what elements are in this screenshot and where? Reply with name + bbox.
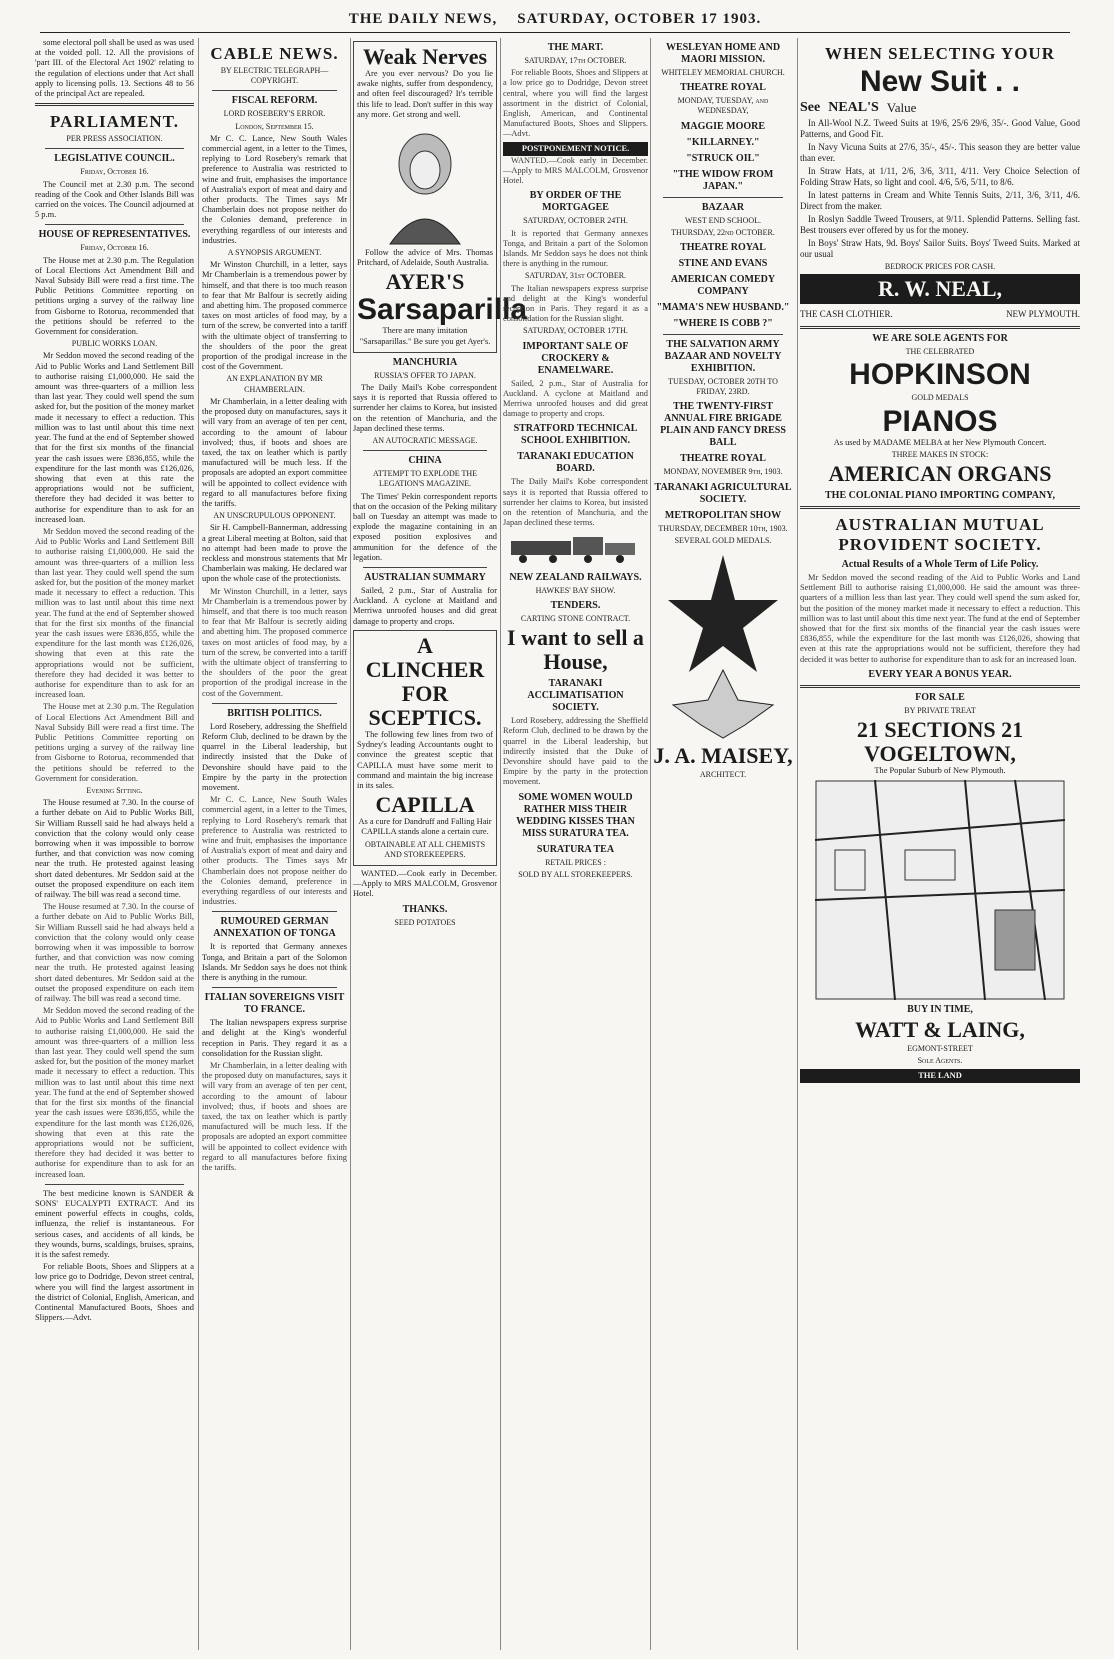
egmont-street: EGMONT-STREET bbox=[907, 1044, 973, 1054]
sarsaparilla-note: There are many imitation "Sarsaparillas." Be sure you get Ayer's. bbox=[359, 326, 491, 346]
masthead-title: THE DAILY NEWS, bbox=[348, 10, 498, 27]
hopkinson-heading: HOPKINSON bbox=[849, 358, 1031, 392]
ball-date: MONDAY, NOVEMBER 9th, 1903. bbox=[663, 467, 783, 477]
mart-date: SATURDAY, 17th OCTOBER. bbox=[524, 56, 627, 65]
mortgagee-text: It is reported that Germany annexes Tonga, and Britain a part of the Solomon Islands. Mr Seddon says he does not think there is anything in the rumour. bbox=[503, 228, 648, 269]
popular-note: The Popular Suburb of New Plymouth. bbox=[874, 766, 1006, 776]
masthead bbox=[40, 6, 1070, 33]
education-text: The Daily Mail's Kobe correspondent says it is reported that Russia offered to surrender her claims to Korea, but insisted on the retention of Manchuria, and the Japan declined these terms. bbox=[503, 477, 648, 528]
loan-text-repeat: Mr Seddon moved the second reading of the Aid to Public Works and Land Settlement Bill to authorise raising £1,000,000. He said the amount was three-quarters of a million less than last year. They could well spend the sum asked for, but the position of the money market made it necessary to effect a reduction. This million was to last until about this time next year. The fund at the end of September showed that for the first six months of the financial year the cash issues were £836,855, while the expenditure for the last month was £126,026, showing that even at this rate the appropriations would not be sufficient, therefore they had decided it was better to authorise for expenditure than to ask for an increased loan. bbox=[35, 526, 194, 700]
autocratic-heading: AN AUTOCRATIC MESSAGE. bbox=[372, 436, 478, 446]
retail-heading: RETAIL PRICES : bbox=[545, 857, 606, 867]
fire-brigade-heading: THE TWENTY-FIRST ANNUAL FIRE BRIGADE PLAIN AND FANCY DRESS BALL bbox=[660, 401, 786, 449]
clincher-heading: A CLINCHER bbox=[365, 632, 485, 682]
cue-advert: The best medicine known is SANDER & SONS' EUCALYPTI EXTRACT. And its eminent powerful effects in coughs, colds, influenza, the relief is instantaneous. For serious cases, and accidents of all kinds, be they wounds, burns, scaldings, bruises, sprains, it is the safest remedy. bbox=[35, 1188, 194, 1259]
offer-line: In Straw Hats, at 1/11, 2/6, 3/6, 3/11, 4/11. Very Choice Selection of Folding Straw Hats, so light and cool. 4/6, 5/6, 5/11, to 8/6. bbox=[800, 166, 1080, 187]
sections-heading: 21 SECTIONS 21 bbox=[856, 717, 1024, 743]
mamma-heading: "MAMA'S NEW HUSBAND." bbox=[656, 302, 790, 314]
offer-line: In Navy Vicuna Suits at 27/6, 35/-, 45/-. This season they are better value than ever. bbox=[800, 142, 1080, 163]
capilla-cure: As a cure for Dandruff and Falling Hair CAPILLA stands alone a certain cure. bbox=[358, 817, 492, 837]
divider bbox=[663, 334, 783, 335]
divider bbox=[212, 987, 337, 988]
american-comedy-heading: AMERICAN COMEDY COMPANY bbox=[670, 274, 776, 298]
train-icon bbox=[503, 531, 643, 565]
china-text: The Times' Pekin correspondent reports that on the occasion of the Peking military ball on Tuesday an attempt was made to explode the magazine containing in an exposed position explosives and ammunition for the defence of the legation. bbox=[353, 491, 497, 562]
column-rule bbox=[500, 38, 501, 1650]
evening-text-repeat: Mr Seddon moved the second reading of the Aid to Public Works and Land Settlement Bill to authorise raising £1,000,000. He said the amount was three-quarters of a million less than last year. They could well spend the sum asked for, but the position of the money market made it necessary to effect a reduction. This million was to last until about this time next year. The fund at the end of September showed that for the first six months of the financial year the cash issues were £836,855, while the expenditure for the last month was £126,026, showing that even at this rate the appropriations would not be sufficient, therefore they had decided it was better to authorise for expenditure than to ask for an increased loan. bbox=[35, 1006, 194, 1179]
column-1 bbox=[35, 38, 194, 1653]
westend-heading: WEST END SCHOOL. bbox=[684, 215, 762, 225]
hor-heading: HOUSE OF REPRESENTATIVES. bbox=[38, 229, 191, 241]
hawkes-heading: HAWKES' BAY SHOW. bbox=[535, 585, 616, 595]
weak-nerves-heading: Weak Nerves bbox=[362, 44, 488, 69]
sole-agents: Sole Agents. bbox=[917, 1056, 963, 1066]
masthead-date: SATURDAY, OCTOBER 17 1903. bbox=[517, 10, 762, 27]
mart-heading: THE MART. bbox=[547, 42, 604, 53]
offer-line: In All-Wool N.Z. Tweed Suits at 19/6, 25/6 29/6, 35/-. Good Value, Good Patterns, and Good Fit. bbox=[800, 118, 1080, 139]
british-text: Lord Rosebery, addressing the Sheffield Reform Club, declined to be drawn by the quarrel in the Liberal leadership, but indirectly insisted that the Duke of Devonshire should have paid to the Empire by the party in the protection movement. bbox=[202, 721, 347, 792]
cobb-heading: "WHERE IS COBB ?" bbox=[673, 318, 773, 330]
cable-heading: CABLE NEWS. bbox=[210, 44, 339, 63]
new-suit-heading: New Suit . . bbox=[859, 65, 1021, 98]
manchuria-sub: RUSSIA'S OFFER TO JAPAN. bbox=[374, 370, 476, 380]
portrait-caption: Follow the advice of Mrs. Thomas Pritchard, of Adelaide, South Australia. bbox=[357, 248, 493, 268]
celebrated-heading: THE CELEBRATED bbox=[905, 347, 975, 357]
sat31-text: The Italian newspapers express surprise and delight at the King's wonderful reception in Paris. They regard it as a consolidation for the Russian slight. bbox=[503, 283, 648, 324]
divider bbox=[45, 1184, 184, 1185]
acclim-heading: TARANAKI ACCLIMATISATION SOCIETY. bbox=[527, 678, 624, 714]
maisey-heading: J. A. MAISEY, bbox=[653, 743, 793, 769]
divider bbox=[35, 103, 194, 106]
several-medals: SEVERAL GOLD MEDALS. bbox=[674, 535, 772, 545]
tenders-heading: TENDERS. bbox=[550, 599, 601, 611]
weak-nerves-advert bbox=[353, 41, 528, 353]
agents-heading: WE ARE SOLE AGENTS FOR bbox=[872, 333, 1008, 345]
column-3 bbox=[353, 38, 528, 1653]
column-rule bbox=[650, 38, 651, 1650]
lc-text: The Council met at 2.30 p.m. The second reading of the Cook and Other Islands Bill was carried on the voices. The Council adjourned at 5 p.m. bbox=[35, 179, 194, 220]
want-sell-heading: I want to sell a House, bbox=[507, 625, 644, 675]
evening-text-repeat: The House resumed at 7.30. In the course of a further debate on Aid to Public Works Bill, Sir William Russell said he had always held a conviction that the colony would only cease borrowing when it was impossible to borrow further, and that conviction was now coming near the truth. He protested against leasing short dated debentures. Mr Seddon said at the outset the proposed expenditure on each item of railway. The bill was read a second time. bbox=[35, 902, 194, 1004]
london-date: London, September 15. bbox=[235, 121, 314, 131]
offer-line: In latest patterns in Cream and White Tennis Suits, 2/11, 3/6, 3/11, 4/6. Direct from the maker. bbox=[800, 190, 1080, 211]
column-rule bbox=[198, 38, 199, 1650]
unscrupulous-text: Sir H. Campbell-Bannerman, addressing a great Liberal meeting at Bolton, said that no attempt had been made to prove the reckless and monstrous statements that Mr Chamberlain was making. He declared war upon the whole case of the protectionists. bbox=[202, 523, 347, 584]
amp-text: Mr Seddon moved the second reading of the Aid to Public Works and Land Settlement Bill to authorise raising £1,000,000. He said the amount was three-quarters of a million less than last year. They could well spend the sum asked for, but the position of the money market made it necessary to effect a reduction. This million was to last until about this time next year. The fund at the end of September showed that for the first six months of the financial year the cash issues were £836,855, while the expenditure for the last month was £126,026, showing that even at this rate the appropriations would not be sufficient, therefore they had decided it was better to authorise for expenditure than to ask for an increased loan. bbox=[800, 573, 1080, 664]
maggie-heading: MAGGIE MOORE bbox=[680, 120, 766, 132]
stratford-heading: STRATFORD TECHNICAL SCHOOL EXHIBITION. bbox=[513, 423, 638, 447]
capilla-heading: CAPILLA bbox=[375, 792, 475, 818]
theatre-heading: THEATRE ROYAL bbox=[680, 82, 766, 94]
column-2 bbox=[202, 38, 347, 1653]
sat17-heading: SATURDAY, OCTOBER 17TH. bbox=[523, 326, 628, 336]
british-heading: BRITISH POLITICS. bbox=[227, 707, 322, 719]
education-heading: TARANAKI EDUCATION BOARD. bbox=[517, 451, 634, 475]
column-rule bbox=[797, 38, 798, 1650]
capilla-advert bbox=[353, 630, 497, 866]
clothier-row bbox=[800, 306, 1080, 322]
divider bbox=[800, 326, 1080, 329]
explanation-heading: AN EXPLANATION BY MR CHAMBERLAIN. bbox=[226, 374, 323, 394]
buy-heading: BUY IN TIME, bbox=[907, 1004, 973, 1016]
unscrupulous-heading: AN UNSCRUPULOUS OPPONENT. bbox=[213, 511, 336, 521]
unscrupulous-text-repeat: Mr Winston Churchill, in a letter, says Mr Chamberlain is a tremendous power by himself, and that there is too much reason to fear that Mr Balfour is secretly aiding and abetting him. The proposed commerce taxes on most articles of food may, by a turn of the screw, be converted into a tariff with the ultimate object of transferring to the shoulders of the poor the great proportion of the prodigal increase in the cost of the Government. bbox=[202, 586, 347, 698]
australian-text: Sailed, 2 p.m., Star of Australia for Auckland. A cyclone at Maitland and Merriwa unroofed houses and did great damage to property and crops. bbox=[353, 586, 497, 626]
divider bbox=[363, 450, 487, 451]
land-label: THE LAND bbox=[800, 1069, 1080, 1083]
mortgagee-date: SATURDAY, OCTOBER 24TH. bbox=[523, 216, 628, 226]
parliament-heading: PARLIAMENT. bbox=[50, 112, 179, 132]
weak-nerves-text: Are you ever nervous? Do you lie awake nights, suffer from despondency, and often feel discouraged? It's terrible this life to lead. Don't suffer in this way any more. Get strong and well. bbox=[357, 69, 493, 119]
value-label: Value bbox=[886, 100, 917, 115]
amp-heading: AUSTRALIAN MUTUAL PROVIDENT SOCIETY. bbox=[835, 515, 1045, 555]
lc-heading: LEGISLATIVE COUNCIL. bbox=[54, 153, 175, 165]
cartage-heading: CARTING STONE CONTRACT. bbox=[520, 613, 631, 623]
divider bbox=[45, 224, 184, 225]
fiscal-text: Mr C. C. Lance, New South Wales commercial agent, in a letter to the Times, replying to Lord Rosebery's remark that preference to Australia was restricted to wine and fruit, emphasises the importance of Australia's export of meat and dairy and other products. The Times says Mr Chamberlain does not propose neither do the Colonies demand, preference in everything regardless of our interests and industries. bbox=[202, 133, 347, 245]
tonga-text: It is reported that Germany annexes Tonga, and Britain a part of the Solomon Islands. Mr Seddon says he does not think there is anything in the rumour. bbox=[202, 942, 347, 983]
sat31-heading: SATURDAY, 31st OCTOBER. bbox=[524, 271, 627, 281]
column-rule bbox=[350, 38, 351, 1650]
neals-label: NEAL'S bbox=[828, 100, 879, 115]
bonus-heading: EVERY YEAR A BONUS YEAR. bbox=[868, 668, 1012, 680]
capilla-text: The following few lines from two of Sydney's leading Accountants ought to convince the greatest sceptic that CAPILLA must have some merit to command and maintain the big increase in its sales. bbox=[357, 729, 493, 790]
acclim-text: Lord Rosebery, addressing the Sheffield Reform Club, declined to be drawn by the quarrel in the Liberal leadership, but indirectly insisted that the Duke of Devonshire should have paid to the Empire by the party in the protection movement. bbox=[503, 716, 648, 787]
organs-heading: AMERICAN ORGANS bbox=[828, 461, 1052, 487]
metro-show-heading: METROPOLITAN SHOW bbox=[664, 509, 782, 521]
hor-text: The House met at 2.30 p.m. The Regulation of Local Elections Act Amendment Bill and Naval Subsidy Bill were read a first time. The Public Petitions Committee reporting on petitions urging a survey of the railway line from Gisborne to Rotorua, recommended that the petitions should be referred to the Government for consideration. bbox=[35, 255, 194, 337]
show-date: THURSDAY, DECEMBER 10th, 1903. bbox=[658, 523, 788, 533]
suratura-heading: SURATURA TEA bbox=[536, 843, 615, 855]
wesleyan-heading: WESLEYAN HOME AND MAORI MISSION. bbox=[665, 42, 781, 65]
vogeltown-map-image bbox=[815, 780, 1065, 1000]
tonga-heading: RUMOURED GERMAN ANNEXATION OF TONGA bbox=[213, 916, 336, 940]
manchuria-text: The Daily Mail's Kobe correspondent says it is reported that Russia offered to surrender her claims to Korea, but insisted on the retention of Manchuria, and the Japan declined these terms. bbox=[353, 383, 497, 433]
mart-text: For reliable Boots, Shoes and Slippers at a low price go to Dodridge, Devon street central, where you will find the largest assortment in the district of Colonial, English, American, and Continental Manufactured Boots, Shoes and Slippers.—Advt. bbox=[503, 68, 648, 139]
pianos-heading: PIANOS bbox=[882, 404, 998, 438]
postponement-heading: POSTPONEMENT NOTICE. bbox=[503, 142, 648, 156]
thursday-heading: THURSDAY, 22nd OCTOBER. bbox=[671, 227, 775, 237]
divider bbox=[212, 911, 337, 912]
australian-heading: AUSTRALIAN SUMMARY bbox=[364, 572, 486, 584]
theatre2-heading: THEATRE ROYAL bbox=[680, 242, 766, 254]
crockery-text: Sailed, 2 p.m., Star of Australia for Auckland. A cyclone at Maitland and Merriwa unroofed houses and did great damage to property and crops. bbox=[503, 378, 648, 419]
see-label: See bbox=[800, 100, 821, 115]
private-heading: BY PRIVATE TREAT bbox=[904, 705, 976, 715]
sceptics-heading: FOR SCEPTICS. bbox=[368, 680, 482, 730]
italian-text-repeat: Mr Chamberlain, in a letter dealing with the proposed duty on manufactures, says it will vary from an average of ten per cent, according to the amount of labour involved; thus, if boots and shoes are taxed, the tax on leather which is partly manufactured will be much less. If the proposals are adopted an export committee will be appointed to collect evidence with regard to all manufactures before fixing the tariffs. bbox=[202, 1061, 347, 1173]
italian-heading: ITALIAN SOVEREIGNS VISIT TO FRANCE. bbox=[204, 992, 345, 1016]
killarney-heading: "KILLARNEY." bbox=[686, 136, 760, 148]
british-text-repeat: Mr C. C. Lance, New South Wales commercial agent, in a letter to the Times, replying to Lord Rosebery's remark that preference to Australia was restricted to wine and fruit, emphasises the importance of Australia's export of meat and dairy and other products. The Times says Mr Chamberlain does not propose neither do the Colonies demand, preference in everything regardless of our interests and industries. bbox=[202, 795, 347, 907]
divider bbox=[212, 90, 337, 91]
theatre3-heading: THEATRE ROYAL bbox=[680, 453, 766, 465]
offer-line: In Roslyn Saddle Tweed Trousers, at 9/11. Splendid Patterns. Selling fast. Best trousers ever offered by us for the money. bbox=[800, 214, 1080, 235]
widow-heading: "THE WIDOW FROM JAPAN." bbox=[672, 168, 774, 192]
divider bbox=[663, 197, 783, 198]
bedrock-prices: BEDROCK PRICES FOR CASH. bbox=[884, 262, 996, 271]
fiscal-heading: FISCAL REFORM. bbox=[231, 95, 318, 107]
salvation-heading: THE SALVATION ARMY BAZAAR AND NOVELTY EXHIBITION. bbox=[664, 339, 782, 375]
column-5 bbox=[653, 38, 793, 1653]
np-label: NEW PLYMOUTH. bbox=[1006, 309, 1080, 320]
sarsaparilla-heading: Sarsaparilla bbox=[357, 293, 528, 327]
explanation-text: Mr Chamberlain, in a letter dealing with the proposed duty on manufactures, says it will vary from an average of ten per cent, according to the amount of labour involved; thus, if boots and shoes are taxed, the tax on leather which is partly manufactured will be much less. If the proposals are adopted an export committee will be appointed to collect evidence with regard to all manufactures before fixing the tariffs. bbox=[202, 396, 347, 508]
nelson-tea-star-image bbox=[663, 550, 783, 740]
china-heading: CHINA bbox=[408, 455, 442, 467]
column-6 bbox=[800, 38, 1080, 1653]
seed-heading: SEED POTATOES bbox=[394, 917, 456, 927]
divider bbox=[800, 685, 1080, 688]
for-sale-heading: FOR SALE bbox=[915, 691, 965, 703]
agricultural-heading: TARANAKI AGRICULTURAL SOCIETY. bbox=[654, 481, 792, 505]
makers-heading: THREE MAKES IN STOCK: bbox=[891, 449, 989, 459]
mortgagee-heading: BY ORDER OF THE MORTGAGEE bbox=[529, 190, 622, 214]
cable-sub: BY ELECTRIC TELEGRAPH—COPYRIGHT. bbox=[220, 66, 329, 86]
selecting-heading: WHEN SELECTING YOUR bbox=[825, 44, 1055, 63]
colonial-piano-heading: THE COLONIAL PIANO IMPORTING COMPANY, bbox=[825, 490, 1055, 502]
stine-heading: STINE AND EVANS bbox=[678, 258, 768, 270]
whiteley-heading: WHITELEY MEMORIAL CHURCH. bbox=[661, 68, 785, 77]
china-sub: ATTEMPT TO EXPLODE THE LEGATION'S MAGAZINE. bbox=[372, 469, 478, 489]
lead-text: some electoral poll shall be used as was used at the voided poll. 12. All the provisions of 'part III. of the Electoral Act 1902' relating to the regulation of elections under that Act shall apply to licensing polls. 13. Sections 48 to 56 of the principal Act are repealed. bbox=[35, 38, 194, 99]
loan-heading: PUBLIC WORKS LOAN. bbox=[71, 339, 158, 349]
obtainable: OBTAINABLE AT ALL CHEMISTS AND STOREKEEPERS. bbox=[364, 839, 486, 859]
architect-heading: ARCHITECT. bbox=[699, 770, 747, 780]
salvation-date: TUESDAY, OCTOBER 20TH TO FRIDAY, 23RD. bbox=[668, 377, 778, 397]
lc-date: Friday, October 16. bbox=[80, 167, 149, 177]
theatre-date: MONDAY, TUESDAY, and WEDNESDAY, bbox=[677, 96, 769, 116]
woman-portrait-image bbox=[380, 124, 470, 244]
ayers-heading: AYER'S bbox=[385, 269, 465, 295]
neals-value-row bbox=[800, 100, 1080, 116]
italian-text: The Italian newspapers express surprise and delight at the King's wonderful reception in Paris. They regard it as a consolidation for the Russian slight. bbox=[202, 1018, 347, 1058]
hor-date: Friday, October 16. bbox=[80, 243, 149, 253]
sold-heading: SOLD BY ALL STOREKEEPERS. bbox=[518, 869, 633, 879]
press-assoc: PER PRESS ASSOCIATION. bbox=[66, 134, 163, 144]
divider bbox=[800, 506, 1080, 509]
loan-text: Mr Seddon moved the second reading of the Aid to Public Works and Land Settlement Bill to authorise raising £1,000,000. He said the amount was three-quarters of a million less than last year. They could well spend the sum asked for, but the position of the money market made it necessary to effect a reduction. This million was to last until about this time next year. The fund at the end of September showed that for the first six months of the financial year the cash issues were £836,855, while the expenditure for the last month was £126,026, showing that even at this rate the appropriations would not be sufficient, therefore they had decided it was better to authorise for expenditure than to ask for an increased loan. bbox=[35, 351, 194, 524]
actual-results-heading: Actual Results of a Whole Term of Life Policy. bbox=[841, 559, 1039, 571]
thanks-heading: THANKS. bbox=[402, 903, 448, 915]
rw-neal-banner: R. W. NEAL, bbox=[800, 274, 1080, 304]
wanted-ad: WANTED.—Cook early in December. —Apply to MRS MALCOLM, Grosvenor Hotel. bbox=[353, 868, 497, 899]
boots-advert: For reliable Boots, Shoes and Slippers at a low price go to Dodridge, Devon street central, where you will find the largest assortment in the district of Colonial, English, American, and Continental Manufactured Boots, Shoes and Slippers.—Advt. bbox=[35, 1262, 194, 1323]
divider bbox=[363, 567, 487, 568]
some-women-heading: SOME WOMEN WOULD RATHER MISS THEIR WEDDING KISSES THAN MISS SURATURA TEA. bbox=[516, 791, 635, 839]
postponement-text: WANTED.—Cook early in December. —Apply to MRS MALCOLM, Grosvenor Hotel. bbox=[503, 155, 648, 186]
gold-medals: GOLD MEDALS bbox=[911, 393, 969, 403]
watt-laing-heading: WATT & LAING, bbox=[855, 1017, 1025, 1043]
railways-heading: NEW ZEALAND RAILWAYS. bbox=[509, 571, 642, 583]
crockery-heading: IMPORTANT SALE OF CROCKERY & ENAMELWARE. bbox=[522, 340, 629, 376]
evening-text: The House resumed at 7.30. In the course of a further debate on Aid to Public Works Bill, Sir William Russell said he had always held a conviction that the colony would only cease borrowing when it was impossible to borrow further, and that conviction was now coming near the truth. He protested against leasing short dated debentures. Mr Seddon said at the outset the proposed expenditure on each item of railway. The bill was read a second time. bbox=[35, 798, 194, 900]
synopsis-heading: A SYNOPSIS ARGUMENT. bbox=[227, 248, 322, 258]
struck-oil-heading: "STRUCK OIL" bbox=[686, 152, 760, 164]
divider bbox=[212, 703, 337, 704]
melba-note: As used by MADAME MELBA at her New Plymouth Concert. bbox=[833, 437, 1047, 447]
evening-heading: Evening Sitting. bbox=[86, 786, 143, 795]
manchuria-heading: MANCHURIA bbox=[392, 356, 458, 368]
loan-text-repeat: The House met at 2.30 p.m. The Regulation of Local Elections Act Amendment Bill and Naval Subsidy Bill were read a first time. The Public Petitions Committee reporting on petitions urging a survey of the railway line from Gisborne to Rotorua, recommended that the petitions should be referred to the Government for consideration. bbox=[35, 702, 194, 783]
divider bbox=[45, 148, 184, 149]
synopsis-text: Mr Winston Churchill, in a letter, says Mr Chamberlain is a tremendous power by himself, and that there is too much reason to fear that Mr Balfour is secretly aiding and abetting him. The proposed commerce taxes on most articles of food may, by a turn of the screw, be converted into a tariff with the ultimate object of transferring to the shoulders of the poor the great proportion of the prodigal increase in the cost of the Government. bbox=[202, 260, 347, 372]
offer-line: In Boys' Straw Hats, 9d. Boys' Sailor Suits. Boys' Tweed Suits. Marked at our usual bbox=[800, 238, 1080, 259]
clothier-label: THE CASH CLOTHIER. bbox=[800, 309, 893, 320]
bazaar-heading: BAZAAR bbox=[701, 201, 745, 213]
column-4 bbox=[503, 38, 648, 1653]
rosebery-heading: LORD ROSEBERY'S ERROR. bbox=[223, 109, 326, 119]
vogeltown-heading: VOGELTOWN, bbox=[864, 741, 1016, 767]
